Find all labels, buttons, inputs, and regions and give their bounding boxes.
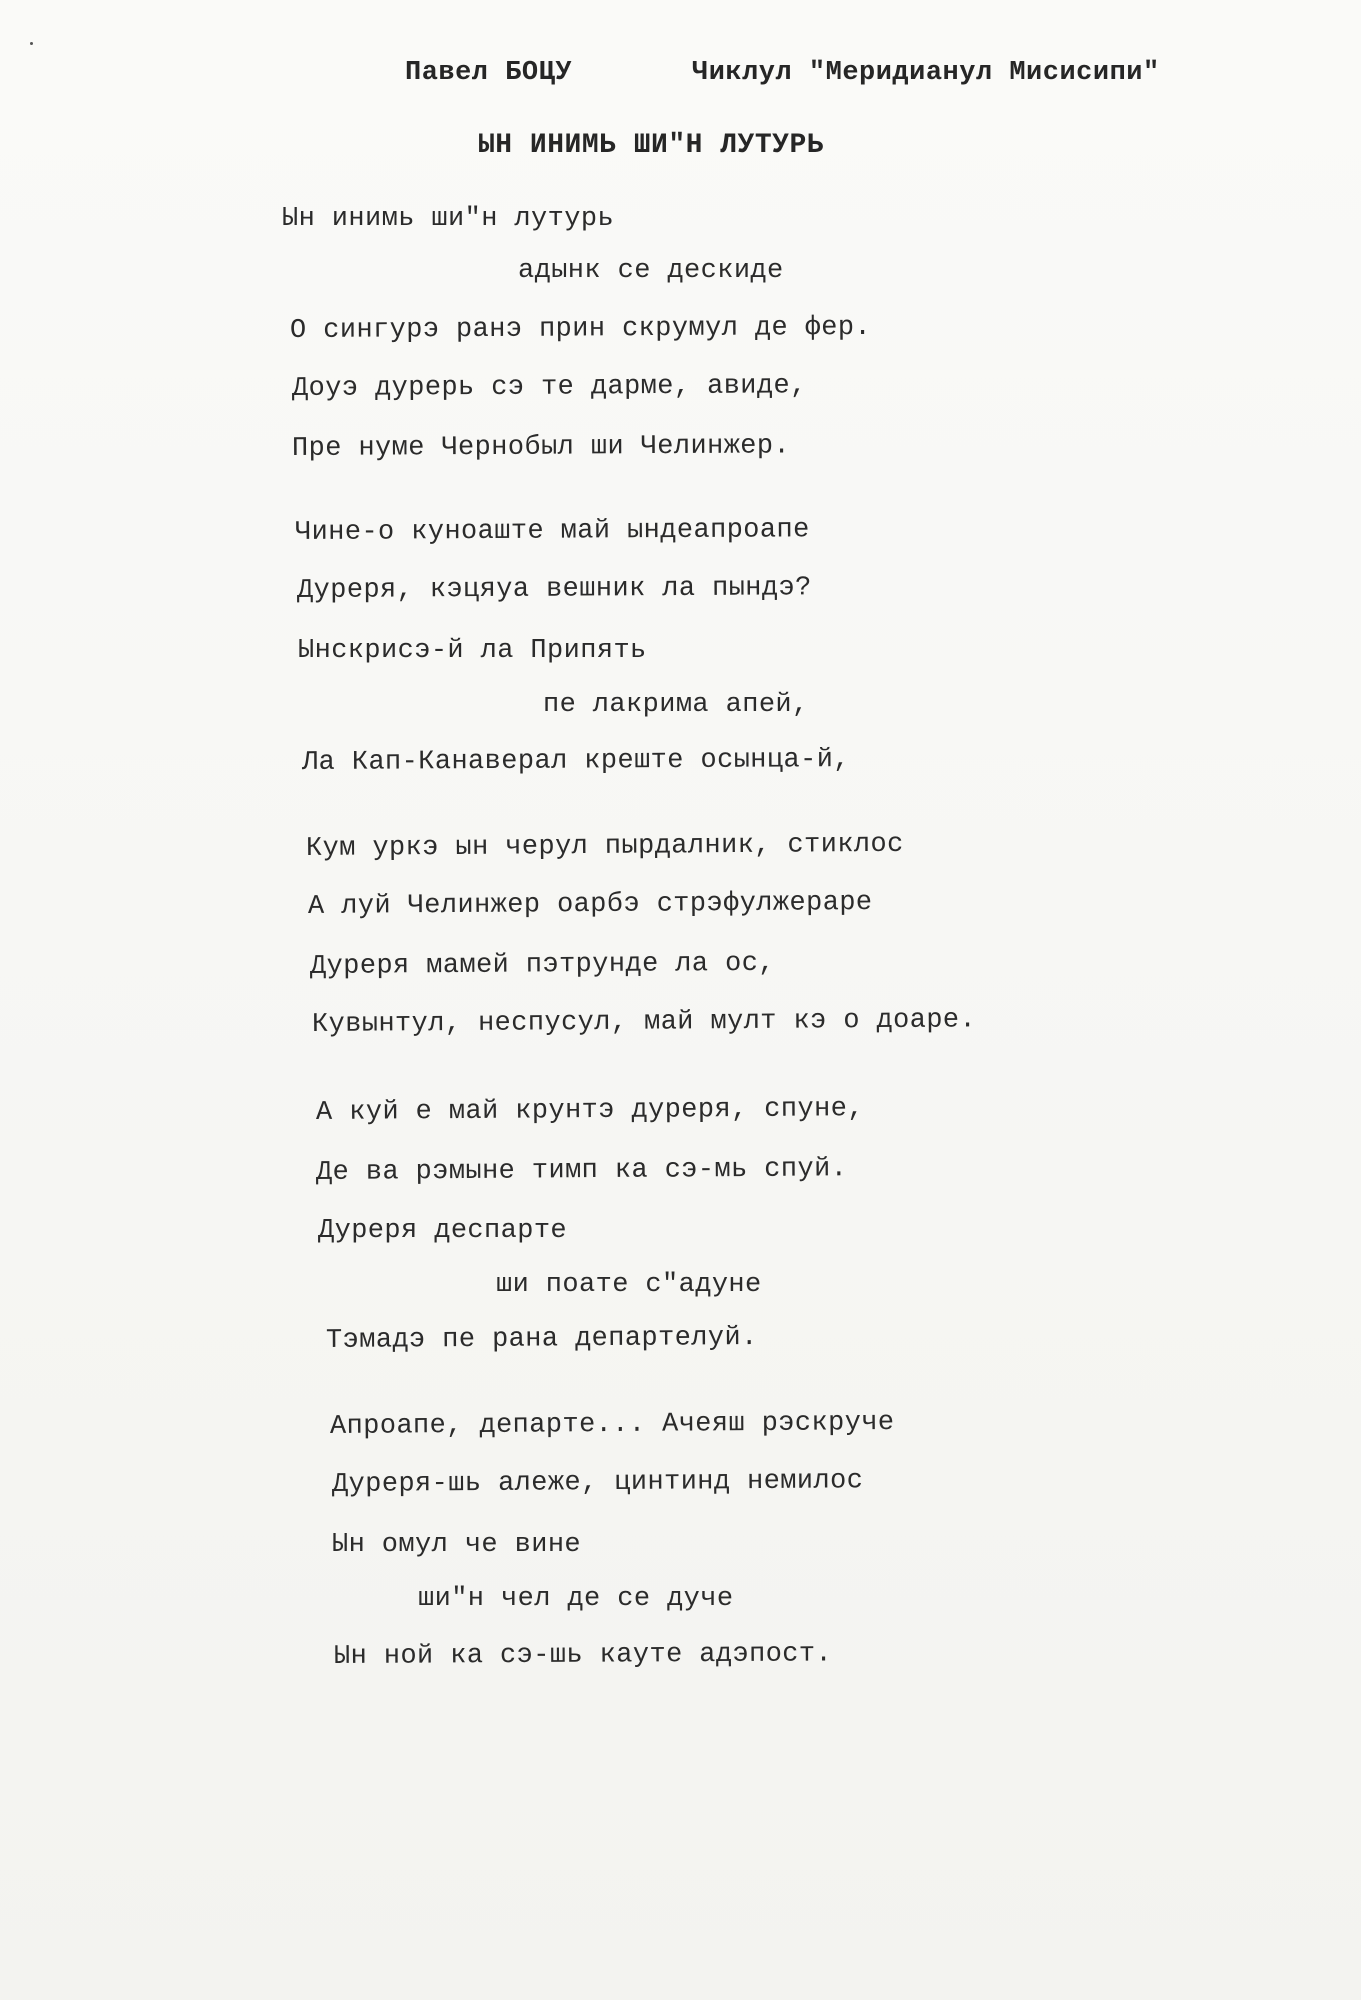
poem-line: Дуреря, кэцяуа вешник ла пындэ? [296,573,812,606]
poem-line: Кувынтул, неспусул, май мулт кэ о доаре. [311,1005,977,1040]
author-name: Павел БОЦУ [405,58,573,88]
poem-line: Ла Кап-Канаверал креште осынца-й, [301,745,850,778]
poem-line: адынк се дескиде [518,256,784,286]
poem-line: Ын инимь ши"н лутурь [282,204,615,234]
poem-line: Кум уркэ ын черул пырдалник, стиклос [305,829,904,864]
poem-line: Ын ной ка сэ-шь кауте адэпост. [333,1639,833,1672]
poem-line: Тэмадэ пе рана департелуй. [325,1322,758,1356]
poem-line: пе лакрима апей, [543,690,809,720]
poem-line: Доуэ дурерь сэ те дарме, авиде, [291,371,807,404]
poem-line: Дуреря деспарте [318,1216,568,1246]
poem-line: А куй е май крунтэ дуреря, спуне, [315,1094,864,1128]
poem-line: Чине-о куноаште май ындеапроапе [294,515,810,548]
poem-line: Дуреря мамей пэтрунде ла ос, [309,948,775,982]
poem-line: ши"н чел де се дуче [418,1584,734,1614]
poem-line: О сингурэ ранэ прин скрумул де фер. [289,312,872,346]
poem-line: Ынскрисэ-й ла Припять [298,636,647,666]
poem-line: ши поате с"адуне [496,1270,762,1300]
poem-line: Дуреря-шь алеже, цинтинд немилос [331,1466,864,1500]
poem-line: Апроапе, департе... Ачеяш рэскруче [329,1408,895,1442]
ink-speck [30,42,33,45]
poem-line: Ын омул че вине [332,1530,582,1560]
poem-line: Де ва рэмыне тимп ка сэ-мь спуй. [315,1154,848,1188]
poem-title: ЫН ИНИМЬ ШИ"Н ЛУТУРЬ [478,130,825,161]
cycle-title: Чиклул "Меридианул Мисисипи" [692,58,1160,88]
poem-line: Пре нуме Чернобыл ши Челинжер. [291,431,791,464]
poem-line: А луй Челинжер оарбэ стрэфулжераре [307,888,873,922]
